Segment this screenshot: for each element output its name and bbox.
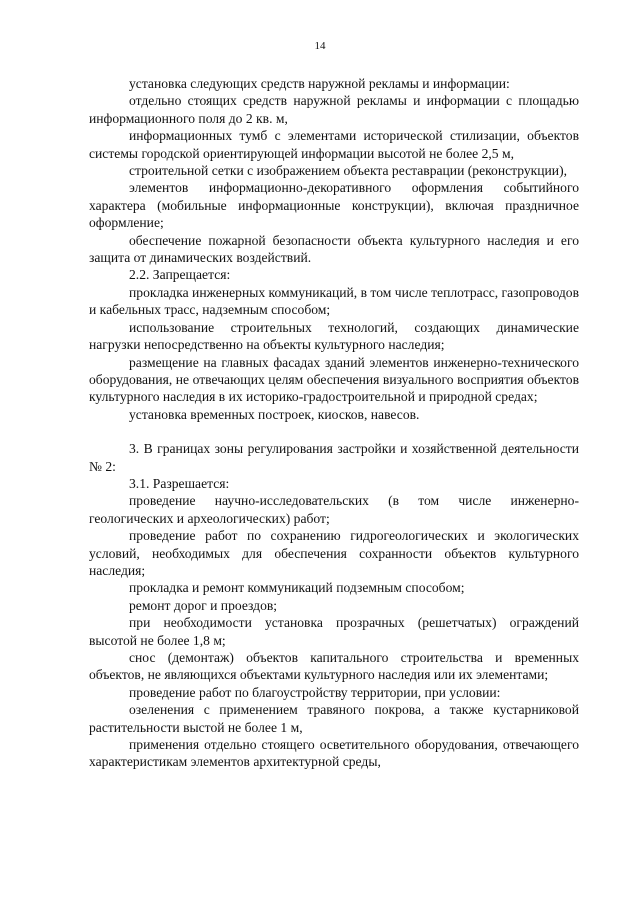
paragraph: проведение работ по благоустройству территории, при условии: [129,684,501,700]
paragraph: установка следующих средств наружной рекламы и информации: [129,76,510,91]
paragraph: ремонт дорог и проездов; [129,597,278,613]
paragraph: информационных тумб с элементами исторической стилизации, объектов системы городской ориентирующей информации высотой не более 2,5 м, [89,128,579,161]
document-body [89,75,579,771]
paragraph: элементов информационно-декоративного оформления событийного характера (мобильные информационные конструкции), включая праздничное оформление; [89,180,579,231]
paragraph: использование строительных технологий, создающих динамические нагрузки непосредственно на объекты культурного наследия; [89,319,579,353]
paragraph: при необходимости установка прозрачных (решетчатых) ограждений высотой не более 1,8 м; [89,615,579,648]
paragraph: прокладка и ремонт коммуникаций подземным способом; [129,580,465,596]
paragraph: применения отдельно стоящего осветительного оборудования, отвечающего характеристикам элементов архитектурной среды, [89,737,579,770]
page-number: 14 [314,40,326,52]
paragraph: снос (демонтаж) объектов капитального строительства и временных объектов, не являющихся объектами культурного наследия или их элементами; [89,650,579,683]
paragraph: прокладка инженерных коммуникаций, в том числе теплотрасс, газопроводов и кабельных трасс, надземным способом; [89,284,579,318]
paragraph: отдельно стоящих средств наружной рекламы и информации с площадью информационного поля до 2 кв. м, [89,93,579,126]
paragraph: обеспечение пожарной безопасности объекта культурного наследия и его защита от динамических воздействий. [89,232,579,266]
section-heading: 3. В границах зоны регулирования застройки и хозяйственной деятельности № 2: [89,441,579,474]
section-heading: 2.2. Запрещается: [129,267,231,283]
section-heading: 3.1. Разрешается: [129,475,230,491]
paragraph: проведение работ по сохранению гидрогеологических и экологических условий, необходимых для обеспечения сохранности объектов культурного наследия; [89,528,579,578]
paragraph: проведение научно-исследовательских (в том числе инженерно-геологических и археологических) работ; [89,493,579,526]
paragraph: размещение на главных фасадах зданий элементов инженерно-технического оборудования, не отвечающих целям обеспечения визуального восприятия объектов культурного наследия в их историко-градостроительной и природной средах; [89,354,579,405]
paragraph: озеленения с применением травяного покрова, а также кустарниковой растительности выстой не более 1 м, [89,702,579,735]
paragraph: установка временных построек, киосков, навесов. [129,406,420,422]
paragraph: строительной сетки с изображением объекта реставрации (реконструкции), [129,163,567,179]
